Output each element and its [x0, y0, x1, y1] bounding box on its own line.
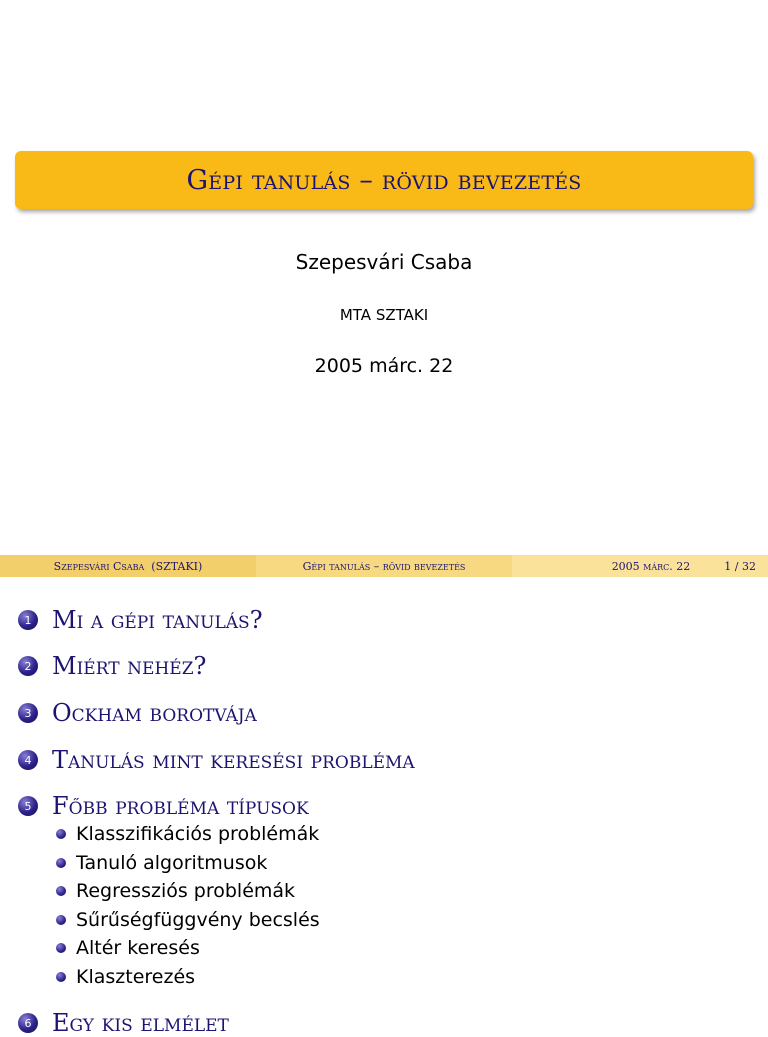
toc-subsection-label: Sűrűségfüggvény becslés — [76, 909, 320, 931]
title-banner — [15, 151, 753, 209]
toc-section-6[interactable] — [18, 1009, 229, 1037]
toc-section-4[interactable] — [18, 746, 415, 774]
footer-page-number: 1 / 32 — [724, 559, 756, 573]
bullet-icon — [56, 886, 66, 896]
footer-author — [0, 555, 256, 577]
presentation-date: 2005 márc. 22 — [314, 355, 454, 377]
toc-section-label: Főbb probléma típusok — [52, 792, 309, 820]
institute-name: MTA SZTAKI — [339, 306, 429, 324]
toc-subsection-5[interactable] — [56, 937, 200, 959]
section-number-ball-icon: 2 — [18, 656, 38, 676]
toc-section-label: Miért nehéz? — [52, 652, 207, 680]
toc-section-2[interactable] — [18, 652, 206, 680]
toc-section-1[interactable] — [18, 606, 263, 634]
section-number-ball-icon: 6 — [18, 1013, 38, 1033]
footer-title-text: Gépi tanulás – rövid bevezetés — [302, 559, 466, 573]
bullet-icon — [56, 829, 66, 839]
author-name: Szepesvári Csaba — [295, 250, 473, 274]
toc-subsection-2[interactable] — [56, 852, 267, 874]
toc-section-label: Mi a gépi tanulás? — [52, 606, 263, 634]
section-number-ball-icon: 5 — [18, 796, 38, 816]
section-number-ball-icon: 1 — [18, 610, 38, 630]
bullet-icon — [56, 858, 66, 868]
bullet-icon — [56, 943, 66, 953]
toc-subsection-3[interactable] — [56, 880, 295, 902]
presentation-title: Gépi tanulás – rövid bevezetés — [186, 164, 582, 196]
footer-date-text: 2005 márc. 22 — [611, 559, 691, 573]
footer-title — [256, 555, 512, 577]
toc-section-3[interactable] — [18, 699, 257, 727]
section-number-ball-icon: 4 — [18, 750, 38, 770]
toc-subsection-label: Klaszterezés — [76, 966, 196, 988]
toc-section-label: Ockham borotvája — [52, 699, 257, 727]
toc-section-label: Egy kis elmélet — [52, 1009, 229, 1037]
toc-subsection-label: Regressziós problémák — [76, 880, 296, 902]
slide-footer — [0, 555, 768, 577]
footer-date-page — [512, 555, 768, 577]
toc-section-label: Tanulás mint keresési probléma — [52, 746, 415, 774]
bullet-icon — [56, 915, 66, 925]
section-number-ball-icon: 3 — [18, 703, 38, 723]
footer-author-text: Szepesvári Csaba (SZTAKI) — [53, 559, 203, 573]
toc-subsection-1[interactable] — [56, 823, 319, 845]
toc-subsection-4[interactable] — [56, 909, 320, 931]
toc-section-5[interactable] — [18, 792, 309, 820]
toc-subsection-label: Altér keresés — [76, 937, 200, 959]
toc-subsection-label: Tanuló algoritmusok — [76, 852, 268, 874]
outline-slide — [0, 577, 768, 1037]
toc-subsection-label: Klasszifikációs problémák — [76, 823, 320, 845]
bullet-icon — [56, 972, 66, 982]
toc-subsection-6[interactable] — [56, 966, 195, 988]
